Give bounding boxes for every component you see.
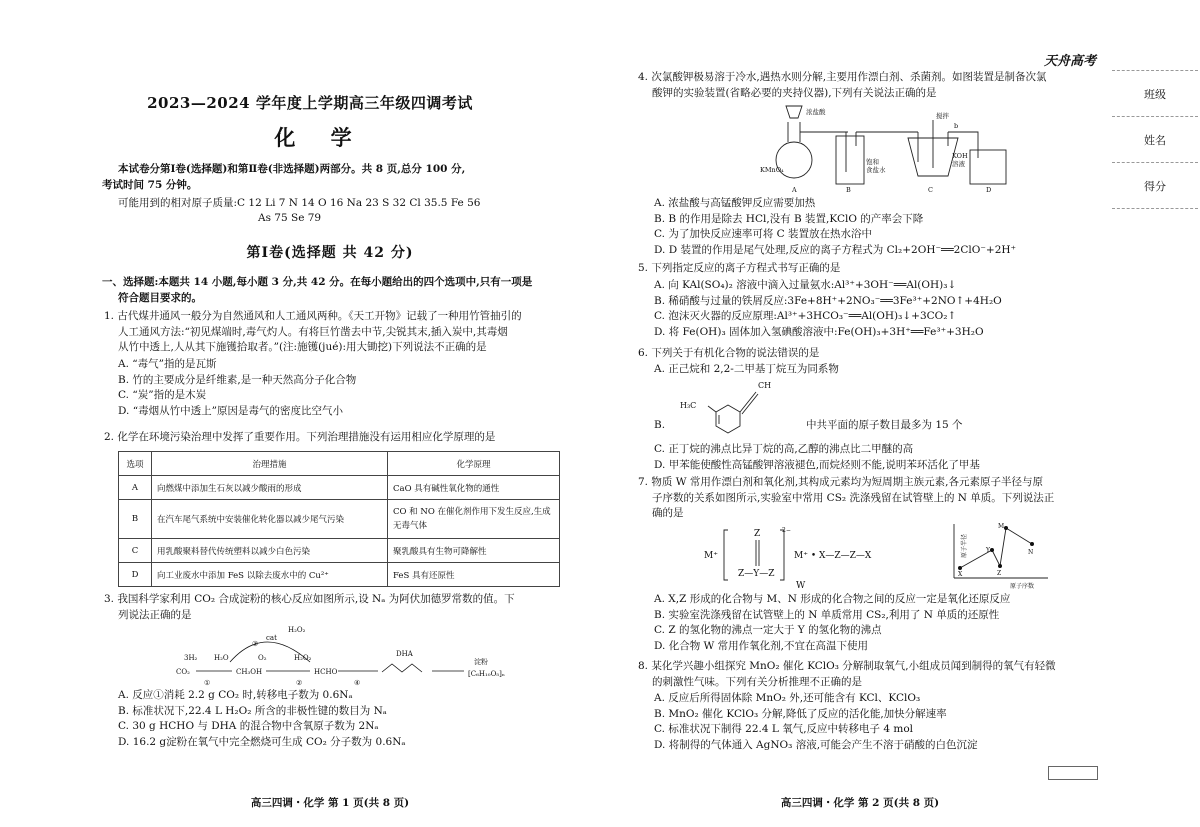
option: A. 反应后所得固体除 MnO₂ 外,还可能含有 KCl、KClO₃ bbox=[654, 692, 921, 704]
chart-point bbox=[998, 564, 1002, 568]
question-6-stem: 6. 下列关于有机化合物的说法错误的是 bbox=[638, 347, 820, 359]
svg-text:Z: Z bbox=[754, 529, 761, 539]
sidebar-class: 班级 bbox=[1112, 70, 1198, 117]
chart-point bbox=[1030, 542, 1034, 546]
option: D. 将 Fe(OH)₃ 固体加入氢碘酸溶液中:Fe(OH)₃+3H⁺══Fe³⁺+3H₂O bbox=[654, 325, 984, 338]
option: C. Z 的氢化物的沸点一定大于 Y 的氢化物的沸点 bbox=[654, 624, 882, 636]
option: B. 标准状况下,22.4 L H₂O₂ 所含的非极性键的数目为 Nₐ bbox=[118, 704, 387, 717]
svg-text:②: ② bbox=[296, 679, 303, 687]
question-6-options bbox=[654, 442, 980, 473]
chart-point bbox=[958, 566, 962, 570]
option: A. X,Z 形成的化合物与 M、N 形成的化合物之间的反应一定是氧化还原反应 bbox=[654, 593, 1011, 605]
option: C. 为了加快反应速率可将 C 装置放在热水浴中 bbox=[654, 228, 873, 240]
subject-title: 化 学 bbox=[274, 125, 366, 150]
option: A. “毒气”指的是瓦斯 bbox=[118, 358, 217, 370]
page-corner-box bbox=[1048, 766, 1098, 780]
option: B. 稀硝酸与过量的铁屑反应:3Fe+8H⁺+2NO₃⁻══3Fe³⁺+2NO↑+4H₂O bbox=[654, 294, 1002, 307]
point-label: N bbox=[1028, 549, 1034, 556]
sidebar-score: 得分 bbox=[1112, 163, 1198, 209]
chart-point bbox=[990, 548, 994, 552]
svg-text:W: W bbox=[796, 581, 806, 591]
kclo-apparatus-diagram bbox=[758, 102, 1018, 194]
atomic-masses-2: As 75 Se 79 bbox=[258, 212, 322, 224]
option: D. D 装置的作用是尾气处理,反应的离子方程式为 Cl₂+2OH⁻══2ClO⁻+2H⁺ bbox=[654, 243, 1017, 256]
table-row: A 向燃煤中添加生石灰以减少酸雨的形成 CaO 具有碱性氧化物的通性 bbox=[119, 476, 560, 500]
table-row: D 向工业废水中添加 FeS 以除去废水中的 Cu²⁺ FeS 具有还原性 bbox=[119, 563, 560, 587]
option: D. 甲苯能使酸性高锰酸钾溶液褪色,而烷烃则不能,说明苯环活化了甲基 bbox=[654, 458, 980, 471]
svg-text:浓盐酸: 浓盐酸 bbox=[806, 108, 826, 116]
question-4-options bbox=[654, 196, 1016, 258]
svg-text:溶液: 溶液 bbox=[952, 160, 965, 168]
option: B. B 的作用是除去 HCl,没有 B 装置,KClO 的产率会下降 bbox=[654, 212, 924, 225]
option: A. 向 KAl(SO₄)₂ 溶液中滴入过量氨水:Al³⁺+3OH⁻══Al(OH)₃↓ bbox=[654, 279, 957, 291]
question-6-option-a: A. 正己烷和 2,2-二甲基丁烷互为同系物 bbox=[654, 363, 839, 375]
question-5-stem: 5. 下列指定反应的离子方程式书写正确的是 bbox=[638, 262, 841, 274]
svg-text:搅拌: 搅拌 bbox=[936, 112, 949, 120]
svg-text:淀粉: 淀粉 bbox=[474, 658, 488, 666]
table-header-row: 选项 治理措施 化学原理 bbox=[119, 452, 560, 476]
option: D. 化合物 W 常用作氧化剂,不宜在高温下使用 bbox=[654, 639, 869, 652]
option: C. 30 g HCHO 与 DHA 的混合物中含氧原子数为 2Nₐ bbox=[118, 720, 379, 732]
intro-line-1: 本试卷分第Ⅰ卷(选择题)和第Ⅱ卷(非选择题)两部分。共 8 页,总分 100 分, bbox=[118, 163, 466, 175]
svg-text:H₂O₂: H₂O₂ bbox=[294, 654, 312, 662]
option: D. “毒烟从竹中透上”原因是毒气的密度比空气小 bbox=[118, 404, 343, 417]
option: A. 反应①消耗 2.2 g CO₂ 时,转移电子数为 0.6Nₐ bbox=[118, 689, 353, 701]
molecule-structure bbox=[676, 378, 796, 440]
score-sidebar bbox=[1112, 70, 1198, 209]
question-4-stem: 4. 次氯酸钾极易溶于冷水,遇热水则分解,主要用作漂白剂、杀菌剂。如图装置是制备次氯 酸钾的实验装置(省略必要的夹持仪器),下列有关说法正确的是 bbox=[638, 71, 1047, 99]
option: D. 将制得的气体通入 AgNO₃ 溶液,可能会产生不溶于硝酸的白色沉淀 bbox=[654, 738, 978, 751]
svg-text:H₂O: H₂O bbox=[214, 654, 229, 662]
option: D. 16.2 g淀粉在氧气中完全燃烧可生成 CO₂ 分子数为 0.6Nₐ bbox=[118, 735, 406, 748]
svg-text:H₂O₂: H₂O₂ bbox=[288, 626, 306, 634]
svg-text:A: A bbox=[792, 186, 797, 194]
question-7-options bbox=[654, 592, 1010, 654]
question-3-options bbox=[118, 688, 405, 750]
question-8-options bbox=[654, 691, 978, 753]
brand-logo: 天舟高考 bbox=[1044, 54, 1097, 69]
question-2-stem: 2. 化学在环境污染治理中发挥了重要作用。下列治理措施没有运用相应化学原理的是 bbox=[104, 431, 496, 443]
option: A. 浓盐酸与高锰酸钾反应需要加热 bbox=[654, 197, 816, 209]
chart-y-label: 原子半径 bbox=[961, 533, 968, 558]
question-1-stem: 1. 古代煤井通风一般分为自然通风和人工通风两种。《天工开物》记载了一种用竹管抽引的 人工通风方法:“初见煤端时,毒气灼人。有将巨竹凿去中节,尖锐其末,插入炭中,其毒烟 从竹中透上,人从其下施镬拾取者。”(注:施镬(jué):用大锄挖)下列说法不正确的是 bbox=[104, 310, 522, 353]
point-label: Z bbox=[997, 570, 1002, 577]
question-3-stem: 3. 我国科学家利用 CO₂ 合成淀粉的核心反应如图所示,设 Nₐ 为阿伏加德罗常数的值。下 列说法正确的是 bbox=[104, 593, 515, 621]
svg-text:D: D bbox=[986, 186, 992, 194]
option: B. 实验室洗涤残留在试管壁上的 N 单质常用 CS₂,利用了 N 单质的还原性 bbox=[654, 608, 1000, 621]
svg-text:2−: 2− bbox=[782, 527, 791, 534]
svg-text:KOH: KOH bbox=[952, 152, 968, 160]
svg-text:C: C bbox=[928, 186, 933, 194]
svg-text:b: b bbox=[954, 122, 959, 130]
option: C. 正丁烷的沸点比异丁烷的高,乙醇的沸点比二甲醚的高 bbox=[654, 443, 914, 455]
svg-text:饱和: 饱和 bbox=[866, 158, 879, 166]
page-footer-1: 高三四调・化学 第 1 页(共 8 页) bbox=[250, 797, 410, 809]
svg-text:M⁺ • X—Z—Z—X: M⁺ • X—Z—Z—X bbox=[794, 551, 872, 561]
intro-line-2: 考试时间 75 分钟。 bbox=[102, 179, 198, 191]
svg-text:CH: CH bbox=[758, 381, 772, 390]
svg-text:HCHO: HCHO bbox=[314, 668, 338, 676]
question-6-option-b-label: B. bbox=[654, 419, 666, 431]
option: B. 竹的主要成分是纤维素,是一种天然高分子化合物 bbox=[118, 373, 357, 386]
atomic-masses-1: 可能用到的相对原子质量:C 12 Li 7 N 14 O 16 Na 23 S 32 Cl 35.5 Fe 56 bbox=[118, 197, 481, 209]
option: C. “炭”指的是木炭 bbox=[118, 389, 207, 401]
atomic-radius-chart bbox=[942, 520, 1052, 592]
point-label: Y bbox=[986, 547, 990, 554]
svg-text:Z—Y—Z: Z—Y—Z bbox=[738, 569, 775, 579]
question-8-stem: 8. 某化学兴趣小组探究 MnO₂ 催化 KClO₃ 分解制取氧气,小组成员闻到制得的氧气有轻微 的刺激性气味。下列有关分析推理不正确的是 bbox=[638, 660, 1056, 688]
option: B. MnO₂ 催化 KClO₃ 分解,降低了反应的活化能,加快分解速率 bbox=[654, 707, 947, 720]
question-5-options bbox=[654, 278, 1002, 340]
svg-text:H₃C: H₃C bbox=[680, 401, 697, 410]
question-1-options bbox=[118, 357, 356, 419]
compound-w-formula bbox=[702, 522, 922, 592]
instructions-1: 一、选择题:本题共 14 小题,每小题 3 分,共 42 分。在每小题给出的四个选项中,只有一项是 bbox=[102, 276, 533, 288]
question-2-table bbox=[118, 451, 560, 587]
option: C. 泡沫灭火器的反应原理:Al³⁺+3HCO₃⁻══Al(OH)₃↓+3CO₂↑ bbox=[654, 310, 957, 322]
svg-text:KMnO₄: KMnO₄ bbox=[760, 166, 784, 174]
instructions-2: 符合题目要求的。 bbox=[118, 292, 202, 304]
table-row: B 在汽车尾气系统中安装催化转化器以减少尾气污染 CO 和 NO 在催化剂作用下发生反应,生成无毒气体 bbox=[119, 500, 560, 539]
table-row: C 用乳酸聚料替代传统塑料以减少白色污染 聚乳酸具有生物可降解性 bbox=[119, 539, 560, 563]
chart-point bbox=[1004, 526, 1008, 530]
option: C. 标准状况下制得 22.4 L 氧气,反应中转移电子 4 mol bbox=[654, 723, 914, 735]
svg-text:①: ① bbox=[204, 679, 211, 687]
svg-text:CH₃OH: CH₃OH bbox=[236, 668, 263, 676]
svg-text:3H₂: 3H₂ bbox=[184, 654, 198, 662]
svg-text:④: ④ bbox=[354, 679, 361, 687]
section-heading: 第Ⅰ卷(选择题 共 42 分) bbox=[246, 245, 414, 261]
point-label: M bbox=[998, 523, 1005, 530]
svg-text:cat: cat bbox=[266, 634, 277, 642]
svg-text:[C₆H₁₀O₅]ₙ: [C₆H₁₀O₅]ₙ bbox=[468, 670, 505, 678]
svg-text:CO₂: CO₂ bbox=[176, 668, 190, 676]
svg-text:食盐水: 食盐水 bbox=[866, 166, 886, 174]
svg-text:O₂: O₂ bbox=[258, 654, 267, 662]
starch-synthesis-diagram bbox=[170, 622, 510, 688]
svg-text:DHA: DHA bbox=[396, 650, 413, 658]
page-footer-2: 高三四调・化学 第 2 页(共 8 页) bbox=[780, 797, 940, 809]
svg-text:③: ③ bbox=[252, 640, 259, 648]
chart-x-label: 原子序数 bbox=[1010, 583, 1035, 590]
point-label: X bbox=[958, 571, 963, 578]
question-7-stem: 7. 物质 W 常用作漂白剂和氧化剂,其构成元素均为短周期主族元素,各元素原子半径与原 子序数的关系如图所示,实验室中常用 CS₂ 洗涤残留在试管壁上的 N 单质。下列说法正 确的是 bbox=[638, 476, 1055, 519]
exam-title: 2023—2024 学年度上学期高三年级四调考试 bbox=[147, 94, 473, 112]
question-6-option-b-text: 中共平面的原子数目最多为 15 个 bbox=[806, 419, 963, 431]
svg-text:M⁺: M⁺ bbox=[704, 551, 718, 561]
svg-text:B: B bbox=[846, 186, 851, 194]
sidebar-name: 姓名 bbox=[1112, 117, 1198, 163]
